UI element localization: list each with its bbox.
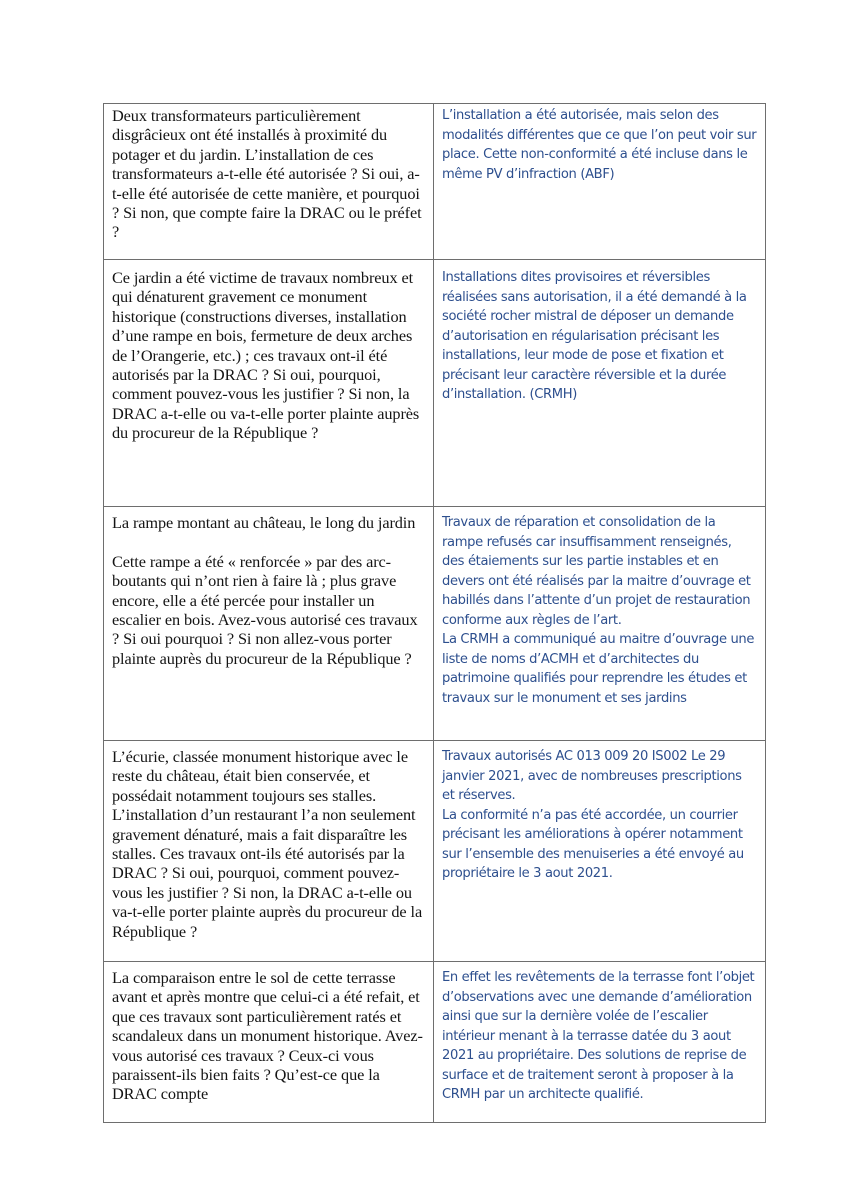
question-cell [104,962,434,1123]
question-cell [104,741,434,962]
answer-text: L’installation a été autorisée, mais selon des modalités différentes que ce que l’on peut voir sur place. Cette non-conformité a été incluse dans le même PV d’infraction (ABF) [442,108,757,182]
answer-text: Travaux de réparation et consolidation de la rampe refusés car insuffisamment renseignés, des étaiements sur les partie instables et en devers ont été réalisés par la maitre d’ouvrage et habillés dans l’attente d’un projet de restauration conforme aux règles de l’art. [442,515,751,628]
paragraph-gap [112,532,425,551]
question-cell [104,104,434,260]
question-text: Ce jardin a été victime de travaux nombreux et qui dénaturent gravement ce monument historique (constructions diverses, installation d’une rampe en bois, fermeture de deux arches de l’Orangerie, etc.) ; ces travaux ont-il été autorisés par la DRAC ? Si oui, pourquoi, comment pouvez-vous les justifier ? Si non, la DRAC a-t-elle ou va-t-elle porter plainte auprès du procureur de la République ? [112,268,420,443]
question-cell [104,507,434,741]
answer-text: La conformité n’a pas été accordée, un courrier précisant les améliorations à opérer notamment sur l’ensemble des menuiseries a été envoyé au propriétaire le 3 aout 2021. [442,807,744,881]
question-cell [104,260,434,507]
question-heading: La rampe montant au château, le long du jardin [112,513,416,532]
table-row [104,507,766,741]
answer-cell [434,962,766,1123]
table-row [104,741,766,962]
answer-cell [434,260,766,507]
question-text: L’écurie, classée monument historique avec le reste du château, était bien conservée, et possédait notamment toujours ses stalles. L’installation d’un restaurant l’a non seulement gravement dénaturé, mais a fait disparaître les stalles. Ces travaux ont-ils été autorisés par la DRAC ? Si oui, pourquoi, comment pouvez-vous les justifier ? Si non, la DRAC a-t-elle ou va-t-elle porter plainte auprès du procureur de la République ? [112,747,423,941]
question-text: La comparaison entre le sol de cette terrasse avant et après montre que celui-ci a été refait, et que ces travaux sont particulièrement ratés et scandaleux dans un monument historique. Avez-vous autorisé ces travaux ? Ceux-ci vous paraissent-ils bien faits ? Qu’est-ce que la DRAC compte [112,968,423,1104]
answer-cell [434,741,766,962]
answer-cell [434,507,766,741]
answer-cell [434,104,766,260]
answer-text: Installations dites provisoires et réversibles réalisées sans autorisation, il a été demandé à la société rocher mistral de déposer un demande d’autorisation en régularisation précisant les installations, leur mode de pose et fixation et précisant leur caractère réversible et la durée d’installation. (CRMH) [442,270,747,402]
table-row [104,962,766,1123]
question-text: Cette rampe a été « renforcée » par des arc-boutants qui n’ont rien à faire là ; plus grave encore, elle a été percée pour installer un escalier en bois. Avez-vous autorisé ces travaux ? Si oui pourquoi ? Si non allez-vous porter plainte auprès du procureur de la République ? [112,551,418,668]
question-answer-table [103,103,766,1123]
table-row [104,260,766,507]
question-text: Deux transformateurs particulièrement disgrâcieux ont été installés à proximité du potager et du jardin. L’installation de ces transformateurs a-t-elle été autorisée ? Si oui, a-t-elle été autorisée de cette manière, et pourquoi ? Si non, que compte faire la DRAC ou le préfet ? [112,106,422,242]
answer-text: La CRMH a communiqué au maitre d’ouvrage une liste de noms d’ACMH et d’architectes du patrimoine qualifiés pour reprendre les études et travaux sur le monument et ses jardins [442,632,755,706]
answer-text: Travaux autorisés AC 013 009 20 IS002 Le 29 janvier 2021, avec de nombreuses prescriptions et réserves. [442,749,742,803]
answer-text: En effet les revêtements de la terrasse font l’objet d’observations avec une demande d’amélioration ainsi que sur la dernière volée de l’escalier intérieur menant à la terrasse datée du 3 aout 2021 au propriétaire. Des solutions de reprise de surface et de traitement seront à proposer à la CRMH par un architecte qualifié. [442,970,755,1102]
table-row [104,104,766,260]
